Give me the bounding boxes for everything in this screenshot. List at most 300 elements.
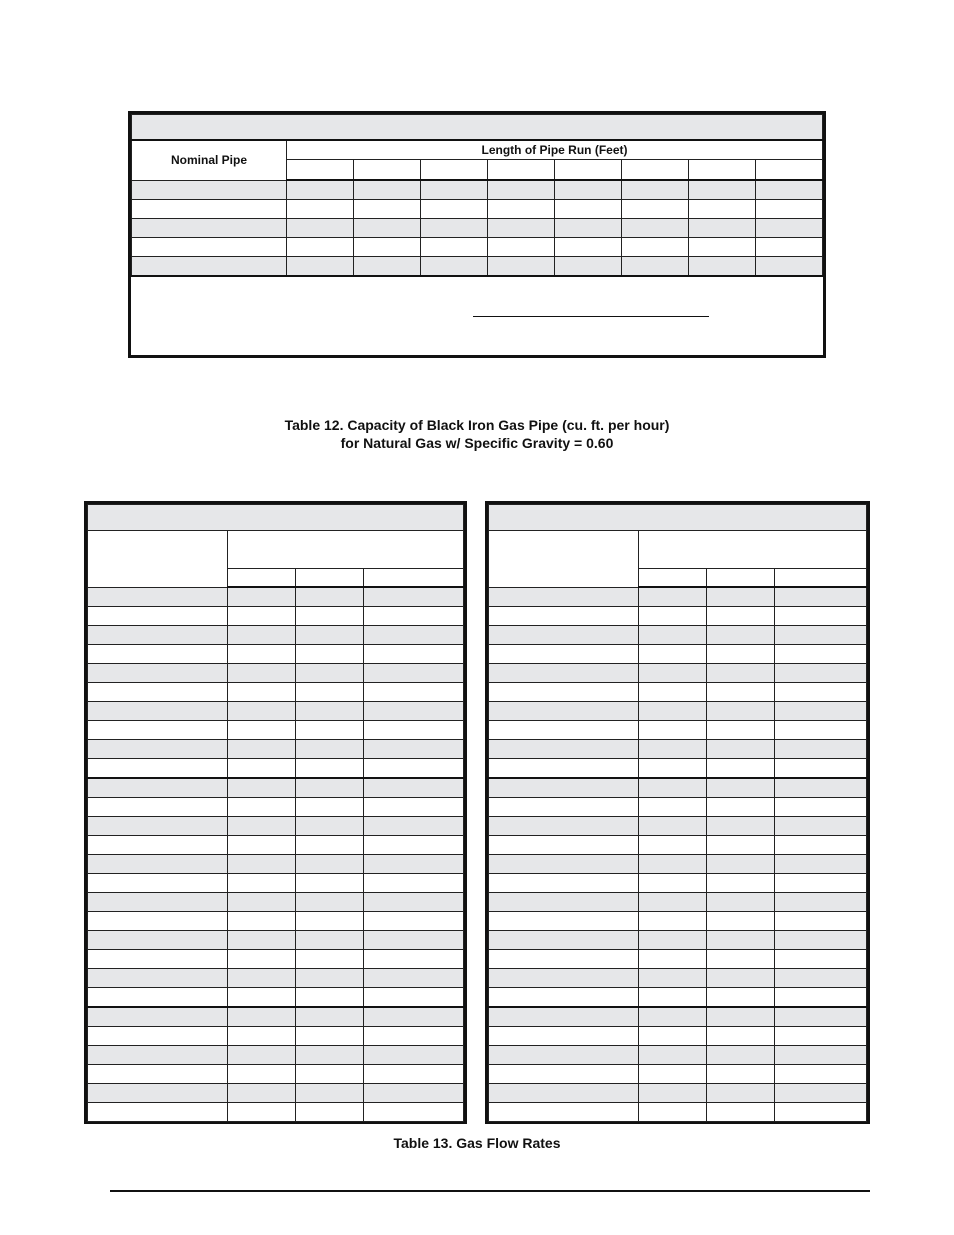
table-row (489, 1065, 867, 1084)
pipe-size-cell (132, 200, 287, 219)
panel-col-header (639, 569, 707, 588)
table-row (489, 893, 867, 912)
flow-label-cell (88, 1007, 228, 1027)
flow-label-cell (88, 740, 228, 759)
table-row (132, 219, 823, 238)
flow-value-cell (296, 912, 364, 931)
table-row (88, 1007, 464, 1027)
flow-value-cell (639, 1065, 707, 1084)
flow-value-cell (228, 607, 296, 626)
capacity-cell (555, 219, 622, 238)
capacity-cell (488, 219, 555, 238)
panel-header-row (88, 531, 464, 569)
flow-value-cell (364, 817, 464, 836)
flow-value-cell (228, 664, 296, 683)
flow-value-cell (775, 969, 867, 988)
table-row (88, 950, 464, 969)
flow-value-cell (639, 721, 707, 740)
flow-value-cell (775, 721, 867, 740)
length-col-header (287, 160, 354, 181)
flow-label-cell (489, 912, 639, 931)
flow-value-cell (296, 988, 364, 1008)
flow-value-cell (707, 740, 775, 759)
flow-label-cell (88, 645, 228, 664)
table12-caption-line2: for Natural Gas w/ Specific Gravity = 0.60 (340, 435, 614, 451)
flow-value-cell (639, 607, 707, 626)
panel-col-header (707, 569, 775, 588)
flow-label-cell (88, 778, 228, 798)
flow-label-cell (88, 988, 228, 1008)
table-row (88, 664, 464, 683)
flow-label-cell (489, 778, 639, 798)
table-row (489, 721, 867, 740)
flow-value-cell (707, 874, 775, 893)
flow-value-cell (775, 798, 867, 817)
table-row (489, 912, 867, 931)
flow-label-cell (489, 1103, 639, 1122)
flow-value-cell (296, 1027, 364, 1046)
flow-value-cell (639, 740, 707, 759)
capacity-cell (689, 219, 756, 238)
flow-value-cell (639, 969, 707, 988)
flow-value-cell (296, 587, 364, 607)
table-title-row (132, 115, 823, 141)
length-col-header (689, 160, 756, 181)
flow-value-cell (364, 587, 464, 607)
flow-label-cell (88, 683, 228, 702)
flow-value-cell (639, 988, 707, 1008)
flow-label-cell (88, 969, 228, 988)
flow-value-cell (775, 836, 867, 855)
flow-value-cell (364, 950, 464, 969)
flow-value-cell (296, 874, 364, 893)
panel-title-cell (489, 505, 867, 531)
capacity-cell (488, 238, 555, 257)
flow-value-cell (707, 798, 775, 817)
flow-value-cell (228, 969, 296, 988)
table-row (489, 759, 867, 779)
capacity-cell (622, 180, 689, 200)
flow-value-cell (296, 969, 364, 988)
length-col-header (354, 160, 421, 181)
table-row (489, 645, 867, 664)
table-row (489, 855, 867, 874)
flow-value-cell (364, 626, 464, 645)
flow-label-cell (88, 817, 228, 836)
flow-value-cell (364, 645, 464, 664)
pipe-size-cell (132, 219, 287, 238)
table12-caption-line1: Table 12. Capacity of Black Iron Gas Pipe (cu. ft. per hour) (284, 417, 670, 433)
table-row (489, 969, 867, 988)
flow-value-cell (775, 702, 867, 721)
flow-value-cell (639, 817, 707, 836)
flow-value-cell (296, 645, 364, 664)
flow-value-cell (775, 1084, 867, 1103)
capacity-cell (488, 180, 555, 200)
table-row (489, 950, 867, 969)
pipe-size-cell (132, 257, 287, 277)
flow-value-cell (707, 683, 775, 702)
flow-value-cell (639, 778, 707, 798)
footer-divider (110, 1190, 870, 1192)
flow-value-cell (775, 626, 867, 645)
table-row (88, 931, 464, 950)
panel-left-header (88, 531, 228, 588)
flow-label-cell (88, 836, 228, 855)
table-row (489, 1027, 867, 1046)
flow-value-cell (364, 1084, 464, 1103)
flow-value-cell (639, 1027, 707, 1046)
panel-left-header (489, 531, 639, 588)
flow-label-cell (88, 664, 228, 683)
flow-value-cell (707, 721, 775, 740)
flow-value-cell (775, 893, 867, 912)
flow-value-cell (775, 683, 867, 702)
flow-value-cell (228, 798, 296, 817)
table12-caption (0, 416, 954, 452)
capacity-cell (756, 200, 823, 219)
table-row (489, 1046, 867, 1065)
pipe-capacity-table (128, 111, 826, 358)
flow-value-cell (639, 1046, 707, 1065)
table-row (489, 607, 867, 626)
flow-value-cell (775, 988, 867, 1008)
table-row (88, 817, 464, 836)
table-row (88, 893, 464, 912)
table-row (88, 778, 464, 798)
flow-value-cell (639, 836, 707, 855)
flow-value-cell (364, 702, 464, 721)
flow-label-cell (489, 988, 639, 1008)
flow-value-cell (707, 664, 775, 683)
length-col-header (622, 160, 689, 181)
flow-value-cell (364, 607, 464, 626)
capacity-cell (689, 257, 756, 277)
table-row (88, 1065, 464, 1084)
capacity-cell (689, 200, 756, 219)
table-row (489, 740, 867, 759)
flow-label-cell (489, 645, 639, 664)
flow-value-cell (228, 778, 296, 798)
table-row (489, 664, 867, 683)
capacity-cell (287, 238, 354, 257)
flow-value-cell (639, 645, 707, 664)
flow-label-cell (489, 931, 639, 950)
flow-label-cell (88, 798, 228, 817)
flow-value-cell (639, 1103, 707, 1122)
capacity-cell (354, 219, 421, 238)
table-row (88, 1084, 464, 1103)
gas-flow-body-left (88, 587, 464, 1122)
flow-value-cell (364, 1103, 464, 1122)
flow-value-cell (228, 1065, 296, 1084)
flow-value-cell (707, 969, 775, 988)
flow-value-cell (775, 1065, 867, 1084)
panel-title-row (489, 505, 867, 531)
flow-value-cell (296, 778, 364, 798)
flow-value-cell (228, 1084, 296, 1103)
flow-value-cell (296, 817, 364, 836)
flow-value-cell (228, 1007, 296, 1027)
flow-label-cell (88, 931, 228, 950)
flow-value-cell (639, 893, 707, 912)
flow-value-cell (296, 1065, 364, 1084)
flow-value-cell (364, 721, 464, 740)
flow-label-cell (88, 626, 228, 645)
flow-label-cell (489, 721, 639, 740)
capacity-cell (354, 180, 421, 200)
capacity-cell (421, 219, 488, 238)
pipe-size-cell (132, 180, 287, 200)
table-title-cell (132, 115, 823, 141)
flow-value-cell (775, 607, 867, 626)
capacity-cell (287, 180, 354, 200)
flow-value-cell (364, 683, 464, 702)
capacity-cell (756, 238, 823, 257)
flow-value-cell (364, 836, 464, 855)
flow-value-cell (639, 664, 707, 683)
flow-value-cell (364, 740, 464, 759)
flow-value-cell (775, 587, 867, 607)
flow-value-cell (707, 912, 775, 931)
flow-label-cell (489, 893, 639, 912)
flow-label-cell (489, 1065, 639, 1084)
flow-value-cell (296, 1084, 364, 1103)
panel-col-header (775, 569, 867, 588)
flow-value-cell (639, 931, 707, 950)
panel-title-row (88, 505, 464, 531)
capacity-cell (689, 180, 756, 200)
flow-value-cell (296, 607, 364, 626)
panel-group-header (228, 531, 464, 569)
flow-value-cell (364, 759, 464, 779)
flow-value-cell (296, 1007, 364, 1027)
gas-flow-panel-right (485, 501, 870, 1124)
flow-value-cell (639, 587, 707, 607)
flow-value-cell (296, 664, 364, 683)
table-row (88, 1046, 464, 1065)
flow-value-cell (228, 645, 296, 664)
flow-label-cell (489, 587, 639, 607)
table-row (132, 180, 823, 200)
flow-value-cell (775, 874, 867, 893)
capacity-cell (756, 219, 823, 238)
flow-value-cell (296, 1103, 364, 1122)
gas-flow-panel-left (84, 501, 467, 1124)
flow-value-cell (707, 855, 775, 874)
flow-value-cell (228, 740, 296, 759)
flow-value-cell (707, 1065, 775, 1084)
flow-value-cell (228, 626, 296, 645)
table-row (489, 931, 867, 950)
flow-value-cell (775, 1103, 867, 1122)
flow-value-cell (639, 912, 707, 931)
flow-value-cell (639, 855, 707, 874)
capacity-cell (354, 238, 421, 257)
flow-value-cell (364, 912, 464, 931)
flow-value-cell (775, 664, 867, 683)
capacity-cell (287, 219, 354, 238)
flow-value-cell (707, 1046, 775, 1065)
flow-value-cell (296, 626, 364, 645)
flow-value-cell (639, 950, 707, 969)
capacity-cell (756, 257, 823, 277)
panel-col-header (364, 569, 464, 588)
gas-flow-body-right (489, 587, 867, 1122)
flow-value-cell (228, 759, 296, 779)
panel-group-header (639, 531, 867, 569)
table-row (132, 238, 823, 257)
flow-value-cell (228, 855, 296, 874)
flow-value-cell (296, 702, 364, 721)
flow-value-cell (228, 874, 296, 893)
table-row (88, 874, 464, 893)
flow-value-cell (228, 721, 296, 740)
flow-value-cell (707, 702, 775, 721)
panel-col-header (296, 569, 364, 588)
capacity-cell (555, 200, 622, 219)
flow-label-cell (88, 950, 228, 969)
flow-label-cell (88, 607, 228, 626)
flow-value-cell (707, 1084, 775, 1103)
flow-value-cell (364, 1027, 464, 1046)
table-row (88, 626, 464, 645)
panel-title-cell (88, 505, 464, 531)
flow-value-cell (707, 817, 775, 836)
table-row (88, 740, 464, 759)
flow-value-cell (639, 759, 707, 779)
flow-value-cell (228, 702, 296, 721)
flow-label-cell (489, 855, 639, 874)
flow-value-cell (775, 1046, 867, 1065)
flow-value-cell (707, 1027, 775, 1046)
flow-label-cell (489, 817, 639, 836)
capacity-cell (421, 200, 488, 219)
table-row (88, 969, 464, 988)
flow-value-cell (639, 702, 707, 721)
table-row (489, 836, 867, 855)
flow-label-cell (88, 702, 228, 721)
flow-value-cell (707, 587, 775, 607)
table-row (88, 1027, 464, 1046)
flow-value-cell (775, 778, 867, 798)
pipe-capacity-body (132, 180, 823, 276)
flow-label-cell (489, 874, 639, 893)
flow-value-cell (639, 683, 707, 702)
flow-value-cell (639, 874, 707, 893)
flow-label-cell (489, 740, 639, 759)
table-row (88, 836, 464, 855)
table-row (88, 721, 464, 740)
gas-flow-grid-right (488, 504, 867, 1122)
flow-label-cell (88, 1046, 228, 1065)
flow-label-cell (489, 626, 639, 645)
table-row (489, 683, 867, 702)
flow-value-cell (707, 931, 775, 950)
flow-label-cell (489, 607, 639, 626)
flow-value-cell (296, 740, 364, 759)
flow-label-cell (88, 1084, 228, 1103)
flow-value-cell (639, 1084, 707, 1103)
capacity-cell (421, 257, 488, 277)
flow-value-cell (296, 931, 364, 950)
flow-label-cell (489, 969, 639, 988)
flow-label-cell (489, 1027, 639, 1046)
table-row (88, 912, 464, 931)
flow-value-cell (228, 893, 296, 912)
header-row (132, 140, 823, 160)
capacity-cell (622, 238, 689, 257)
length-header: Length of Pipe Run (Feet) (287, 140, 823, 160)
capacity-cell (354, 200, 421, 219)
table-row (489, 587, 867, 607)
flow-value-cell (364, 798, 464, 817)
flow-label-cell (88, 874, 228, 893)
flow-value-cell (775, 740, 867, 759)
table-row (132, 257, 823, 277)
flow-value-cell (775, 759, 867, 779)
table-row (88, 759, 464, 779)
flow-value-cell (707, 1103, 775, 1122)
flow-value-cell (775, 950, 867, 969)
flow-value-cell (296, 855, 364, 874)
flow-value-cell (707, 1007, 775, 1027)
capacity-cell (421, 238, 488, 257)
table-row (88, 798, 464, 817)
flow-value-cell (228, 912, 296, 931)
table-row (489, 778, 867, 798)
length-col-header (421, 160, 488, 181)
pipe-capacity-grid (131, 114, 823, 277)
flow-value-cell (775, 817, 867, 836)
flow-value-cell (364, 874, 464, 893)
flow-value-cell (707, 607, 775, 626)
table-row (489, 798, 867, 817)
flow-value-cell (228, 1103, 296, 1122)
flow-value-cell (228, 988, 296, 1008)
table-row (88, 645, 464, 664)
table-row (88, 607, 464, 626)
capacity-cell (555, 257, 622, 277)
capacity-cell (421, 180, 488, 200)
table-row (88, 1103, 464, 1122)
table-row (489, 1084, 867, 1103)
flow-value-cell (775, 1007, 867, 1027)
flow-value-cell (364, 1046, 464, 1065)
capacity-cell (622, 200, 689, 219)
flow-value-cell (228, 1027, 296, 1046)
flow-label-cell (489, 683, 639, 702)
capacity-cell (622, 219, 689, 238)
flow-value-cell (707, 759, 775, 779)
capacity-cell (622, 257, 689, 277)
flow-label-cell (88, 912, 228, 931)
gas-flow-grid-left (87, 504, 464, 1122)
flow-value-cell (296, 1046, 364, 1065)
flow-value-cell (707, 626, 775, 645)
length-col-header (488, 160, 555, 181)
flow-label-cell (88, 1065, 228, 1084)
flow-value-cell (639, 1007, 707, 1027)
nominal-pipe-header: Nominal Pipe (132, 140, 287, 180)
flow-value-cell (364, 1065, 464, 1084)
flow-value-cell (639, 798, 707, 817)
flow-label-cell (489, 664, 639, 683)
table-row (88, 855, 464, 874)
flow-value-cell (296, 798, 364, 817)
flow-label-cell (489, 798, 639, 817)
flow-value-cell (228, 817, 296, 836)
